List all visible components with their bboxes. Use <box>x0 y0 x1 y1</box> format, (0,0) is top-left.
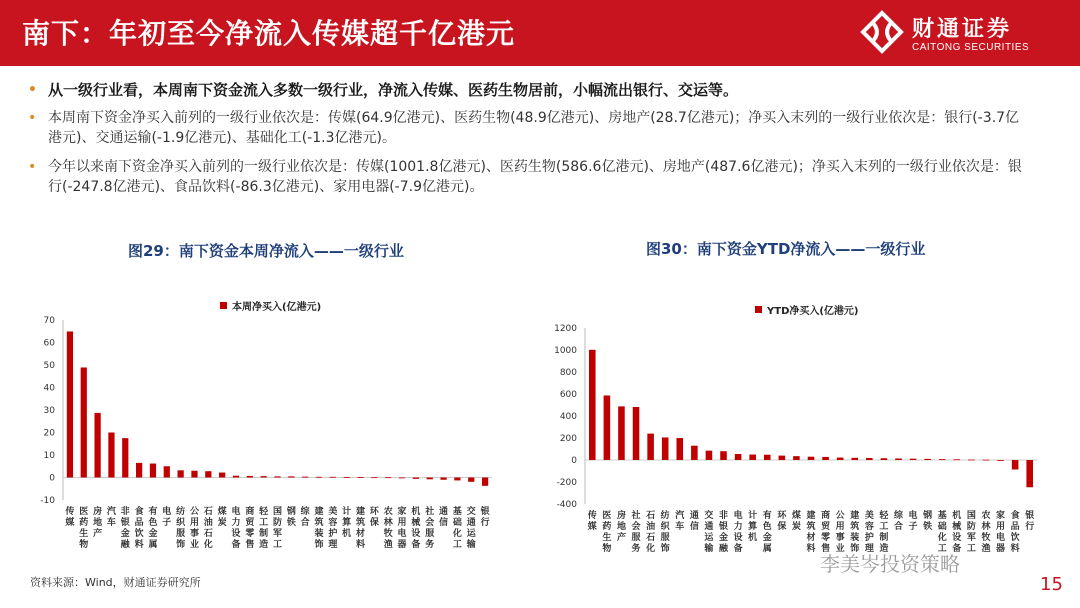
x-tick-label: 综合 <box>893 511 903 532</box>
y-tick-label: 60 <box>43 338 55 349</box>
x-tick-label: 机械设备 <box>952 511 962 554</box>
x-tick-label: 交通运输 <box>466 507 476 550</box>
bar <box>108 433 114 478</box>
bar <box>968 460 975 461</box>
bar <box>866 458 873 460</box>
bullet-dot-icon: • <box>28 110 37 126</box>
y-tick-label: 1000 <box>554 346 577 356</box>
logo <box>852 0 1080 66</box>
bar <box>274 476 280 477</box>
x-tick-label: 银行 <box>1025 511 1035 532</box>
x-tick-label: 家用电器 <box>996 511 1006 554</box>
y-tick-label: 30 <box>43 406 55 416</box>
y-tick-label: 40 <box>43 383 55 394</box>
bullet-item <box>28 157 1028 197</box>
bullet-dot-icon: • <box>28 159 37 175</box>
bar <box>357 477 363 478</box>
bar <box>589 350 596 460</box>
x-tick-label: 非银金融 <box>719 511 729 554</box>
x-tick-label: 环保 <box>777 511 787 532</box>
bar <box>735 454 742 460</box>
bar <box>808 457 815 460</box>
x-tick-label: 汽车 <box>106 507 116 528</box>
x-tick-label: 石油石化 <box>203 507 213 550</box>
y-tick-label: -200 <box>556 478 577 488</box>
weekly-flow-chart <box>20 290 510 560</box>
bullet-item <box>28 108 1028 148</box>
bar <box>136 463 142 478</box>
x-tick-label: 建筑装饰 <box>850 511 860 554</box>
x-tick-label: 电子 <box>162 507 172 528</box>
x-tick-label: 商贸零售 <box>821 511 831 554</box>
x-tick-label: 商贸零售 <box>245 507 255 550</box>
bar <box>413 478 419 479</box>
x-tick-label: 食品饮料 <box>134 507 144 550</box>
x-tick-label: 煤炭 <box>791 511 801 532</box>
y-tick-label: 0 <box>571 456 577 466</box>
header-bar <box>0 0 1080 66</box>
bar <box>983 460 990 461</box>
bar <box>482 478 488 486</box>
bar <box>191 471 197 478</box>
bar <box>851 458 858 460</box>
bar <box>939 459 946 460</box>
x-tick-label: 电子 <box>908 511 918 532</box>
legend-swatch <box>220 302 227 309</box>
x-tick-label: 计算机 <box>342 507 352 539</box>
bar <box>454 478 460 481</box>
bar <box>81 367 87 477</box>
page-number: 15 <box>1040 574 1063 595</box>
x-tick-label: 钢铁 <box>286 507 296 528</box>
x-tick-label: 非银金融 <box>120 507 130 550</box>
legend-label: 本周净买入(亿港元) <box>232 302 322 313</box>
x-tick-label: 有色金属 <box>762 511 772 554</box>
x-tick-label: 房地产 <box>93 507 103 539</box>
x-tick-label: 食品饮料 <box>1010 511 1020 554</box>
logo-text-cn: 财通证券 <box>912 17 1013 42</box>
y-tick-label: 400 <box>559 412 577 422</box>
y-tick-label: 1200 <box>554 324 577 334</box>
bar <box>178 470 184 477</box>
x-tick-label: 机械设备 <box>411 507 421 550</box>
bar <box>924 459 931 460</box>
source-note: 资料来源：Wind，财通证券研究所 <box>30 576 201 589</box>
bar <box>385 477 391 478</box>
bar <box>720 451 727 460</box>
x-tick-label: 轻工制造 <box>259 507 269 550</box>
x-tick-label: 银行 <box>480 507 490 528</box>
x-tick-label: 美容护理 <box>864 511 874 554</box>
bar <box>399 478 405 479</box>
ytd-flow-chart <box>545 292 1050 562</box>
bar <box>205 471 211 477</box>
bar <box>288 476 294 477</box>
bar <box>1012 460 1019 469</box>
x-tick-label: 纺织服饰 <box>176 507 186 550</box>
x-tick-label: 社会服务 <box>631 511 641 554</box>
bullet-item <box>28 80 1028 100</box>
x-tick-label: 轻工制造 <box>879 511 889 554</box>
bullet-text: 今年以来南下资金净买入前列的一级行业依次是：传媒(1001.8亿港元)、医药生物(586.6亿港元)、房地产(487.6亿港元)；净买入末列的一级行业依次是：银行(-247.8亿港元)、食品饮料(-86.3亿港元)、家用电器(-7.9亿港元)。 <box>48 159 1022 195</box>
x-tick-label: 纺织服饰 <box>660 511 670 554</box>
x-tick-label: 传媒 <box>65 507 75 528</box>
bullet-text: 本周南下资金净买入前列的一级行业依次是：传媒(64.9亿港元)、医药生物(48.9亿港元)、房地产(28.7亿港元)；净买入末列的一级行业依次是：银行(-3.7亿港元)、交通运输(-1.9亿港元)、基础化工(-1.3亿港元)。 <box>48 110 1020 146</box>
bar <box>837 458 844 460</box>
x-tick-label: 国防军工 <box>272 507 283 550</box>
x-tick-label: 电力设备 <box>231 507 241 550</box>
bar <box>764 455 771 460</box>
bar <box>67 331 73 477</box>
bar <box>468 478 474 482</box>
bar <box>691 446 698 460</box>
x-tick-label: 计算机 <box>748 511 758 543</box>
bullet-text: 从一级行业看，本周南下资金流入多数一级行业，净流入传媒、医药生物居前，小幅流出银行、交运等。 <box>48 81 739 99</box>
x-tick-label: 有色金属 <box>148 507 158 550</box>
legend-label: YTD净买入(亿港元) <box>767 306 859 317</box>
x-tick-label: 石油石化 <box>646 511 656 554</box>
x-tick-label: 通信 <box>689 511 699 532</box>
x-tick-label: 钢铁 <box>923 511 933 532</box>
x-tick-label: 传媒 <box>587 511 597 532</box>
bar <box>122 438 128 477</box>
x-tick-label: 国防军工 <box>966 511 976 554</box>
x-tick-label: 交通运输 <box>704 511 714 554</box>
bar <box>330 477 336 478</box>
x-tick-label: 汽车 <box>675 511 685 532</box>
y-tick-label: 800 <box>559 368 577 378</box>
y-tick-label: 600 <box>559 390 577 400</box>
x-tick-label: 建筑材料 <box>806 511 816 554</box>
x-tick-label: 环保 <box>369 507 379 528</box>
bar <box>779 456 786 460</box>
bar <box>706 451 713 460</box>
bar <box>316 477 322 478</box>
x-tick-label: 房地产 <box>616 511 626 543</box>
x-tick-label: 基础化工 <box>937 511 947 554</box>
bar <box>910 459 917 460</box>
bar <box>618 406 625 460</box>
page-title: 南下：年初至今净流入传媒超千亿港元 <box>22 17 516 50</box>
x-tick-label: 农林牧渔 <box>383 507 393 550</box>
x-tick-label: 基础化工 <box>452 507 462 550</box>
y-tick-label: 0 <box>49 473 55 484</box>
bar <box>150 464 156 478</box>
bullet-list <box>28 80 1028 206</box>
bar <box>633 407 640 460</box>
x-tick-label: 家用电器 <box>397 507 407 550</box>
y-tick-label: 70 <box>43 316 55 326</box>
x-tick-label: 电力设备 <box>733 511 743 554</box>
bar <box>676 438 683 460</box>
chart-title-ytd: 图30：南下资金YTD净流入——一级行业 <box>646 240 926 258</box>
bar <box>749 455 756 461</box>
bar <box>219 473 225 478</box>
bar <box>344 477 350 478</box>
x-tick-label: 建筑材料 <box>356 507 366 550</box>
x-tick-label: 农林牧渔 <box>981 511 991 554</box>
x-tick-label: 公用事业 <box>189 507 199 550</box>
bar <box>440 478 446 480</box>
x-tick-label: 医药生物 <box>79 507 89 550</box>
bar <box>895 458 902 460</box>
logo-icon <box>860 10 904 54</box>
bar <box>261 476 267 477</box>
y-tick-label: 20 <box>43 428 55 439</box>
bar <box>997 460 1004 461</box>
chart-title-weekly: 图29：南下资金本周净流入——一级行业 <box>128 242 404 260</box>
bullet-dot-icon: • <box>28 82 37 98</box>
x-tick-label: 医药生物 <box>602 511 612 554</box>
y-tick-label: 10 <box>43 451 55 461</box>
y-tick-label: 50 <box>43 361 55 371</box>
bar <box>371 477 377 478</box>
bar <box>881 458 888 460</box>
y-tick-label: -10 <box>40 496 55 506</box>
x-tick-label: 美容护理 <box>328 507 338 550</box>
watermark: 李美岑投资策略 <box>820 552 960 576</box>
x-tick-label: 建筑装饰 <box>314 507 324 550</box>
bar <box>94 413 100 478</box>
bar <box>647 434 654 460</box>
bar <box>793 456 800 460</box>
bar <box>1026 460 1033 487</box>
bar <box>164 466 170 477</box>
y-tick-label: -400 <box>556 500 577 510</box>
bar <box>662 437 669 460</box>
x-tick-label: 公用事业 <box>835 511 845 554</box>
bar <box>302 477 308 478</box>
legend-swatch <box>755 306 762 313</box>
x-tick-label: 社会服务 <box>425 507 435 550</box>
x-tick-label: 煤炭 <box>217 507 227 528</box>
bar <box>822 457 829 460</box>
y-tick-label: 200 <box>559 434 577 444</box>
x-tick-label: 通信 <box>439 507 449 528</box>
bar <box>427 478 433 480</box>
bar <box>954 459 961 460</box>
bar <box>233 476 239 478</box>
x-tick-label: 综合 <box>300 507 310 528</box>
bar <box>247 476 253 478</box>
bar <box>604 395 611 460</box>
logo-text-en: CAITONG SECURITIES <box>912 42 1030 53</box>
